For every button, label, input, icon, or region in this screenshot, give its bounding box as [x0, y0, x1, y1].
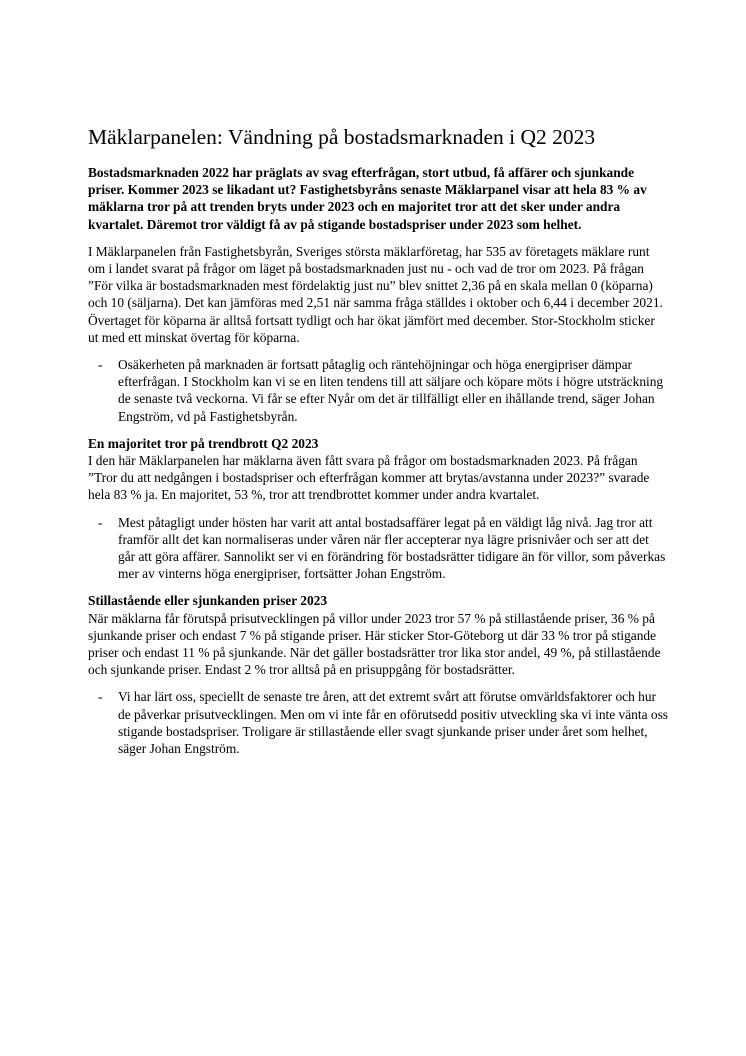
section-body-priser: När mäklarna får förutspå prisutvecklingen på villor under 2023 tror 57 % på stillastående priser, 36 % på sjunkande priser och endast 7 % på stigande priser. Här sticker Stor-Göteborg ut där 33 % tror på stigande priser och endast 11 % på sjunkande. När det gäller bostadsrätter tror lika stor andel, 49 %, på stillastående och sjunkande priser. Endast 2 % tror alltså på en prisuppgång för bostadsrätter.: [88, 610, 661, 678]
quote-text-1: Osäkerheten på marknaden är fortsatt påtaglig och räntehöjningar och höga energipriser dämpar efterfrågan. I Stockholm kan vi se en liten tendens till att säljare och köpare möts i högre utsträckning de senaste två veckorna. Vi får se efter Nyår om det är tillfälligt eller en ihållande trend, säger Johan Engström, vd på Fastighetsbyrån.: [118, 357, 664, 424]
quote-block-2: [88, 514, 668, 583]
quote-text-2: Mest påtagligt under hösten har varit att antal bostadsaffärer legat på en väldigt låg nivå. Jag tror att framför allt det kan normaliseras under våren när fler accepterar nya lägre prisnivåer och ser att det går att göra affärer. Sannolikt ser vi en förändring för bostadsrätter tidigare än för villor, som påverkas mer av vinterns höga energipriser, fortsätter Johan Engström.: [118, 514, 666, 582]
quote-dash: -: [98, 357, 103, 373]
lead-paragraph: Bostadsmarknaden 2022 har präglats av svag efterfrågan, stort utbud, få affärer och sjunkande priser. Kommer 2023 se likadant ut? Fastighetsbyråns senaste Mäklarpanel visar att hela 83 % av mäklarna tror på att trenden bryts under 2023 och en majoritet tror att det sker under andra kvartalet. Däremot tror väldigt få av på stigande bostadspriser under 2023 som helhet.: [88, 165, 647, 232]
quote-block-1: [88, 356, 668, 425]
page-title: Mäklarpanelen: Vändning på bostadsmarknaden i Q2 2023: [88, 125, 596, 149]
quote-dash: -: [98, 689, 103, 705]
section-heading-trendbrott: En majoritet tror på trendbrott Q2 2023: [88, 435, 319, 451]
section-heading-priser: Stillastående eller sjunkanden priser 2023: [88, 593, 328, 609]
quote-dash: -: [98, 514, 103, 530]
document-page: [88, 124, 668, 767]
intro-paragraph: I Mäklarpanelen från Fastighetsbyrån, Sveriges största mäklarföretag, har 535 av företagets mäklare runt om i landet svarat på frågor om läget på bostadsmarknaden just nu - och vad de tror om 2023. På frågan ”För vilka är bostadsmarknaden mest fördelaktig just nu” blev snittet 2,36 på en skala mellan 0 (köparna) och 10 (säljarna). Det kan jämföras med 2,51 när samma fråga ställdes i oktober och 6,44 i december 2021. Övertaget för köparna är alltså fortsatt tydligt och har ökat jämfört med december. Stor-Stockholm sticker ut med ett minskat övertag för köparna.: [88, 243, 663, 345]
quote-text-3: Vi har lärt oss, speciellt de senaste tre åren, att det extremt svårt att förutse omvärldsfaktorer och hur de påverkar prisutvecklingen. Men om vi inte får en oförutsedd positiv utveckling ska vi inte vänta oss stigande bostadspriser. Troligare är stillastående eller svagt sjunkande priser under året som helhet, säger Johan Engström.: [118, 689, 668, 757]
quote-block-3: [88, 688, 668, 757]
section-body-trendbrott: I den här Mäklarpanelen har mäklarna även fått svara på frågor om bostadsmarknaden 2023. På frågan ”Tror du att nedgången i bostadspriser och efterfrågan kommer att brytas/avstanna under 2023?” svarade hela 83 % ja. En majoritet, 53 %, tror att trendbrottet kommer under andra kvartalet.: [88, 453, 650, 503]
